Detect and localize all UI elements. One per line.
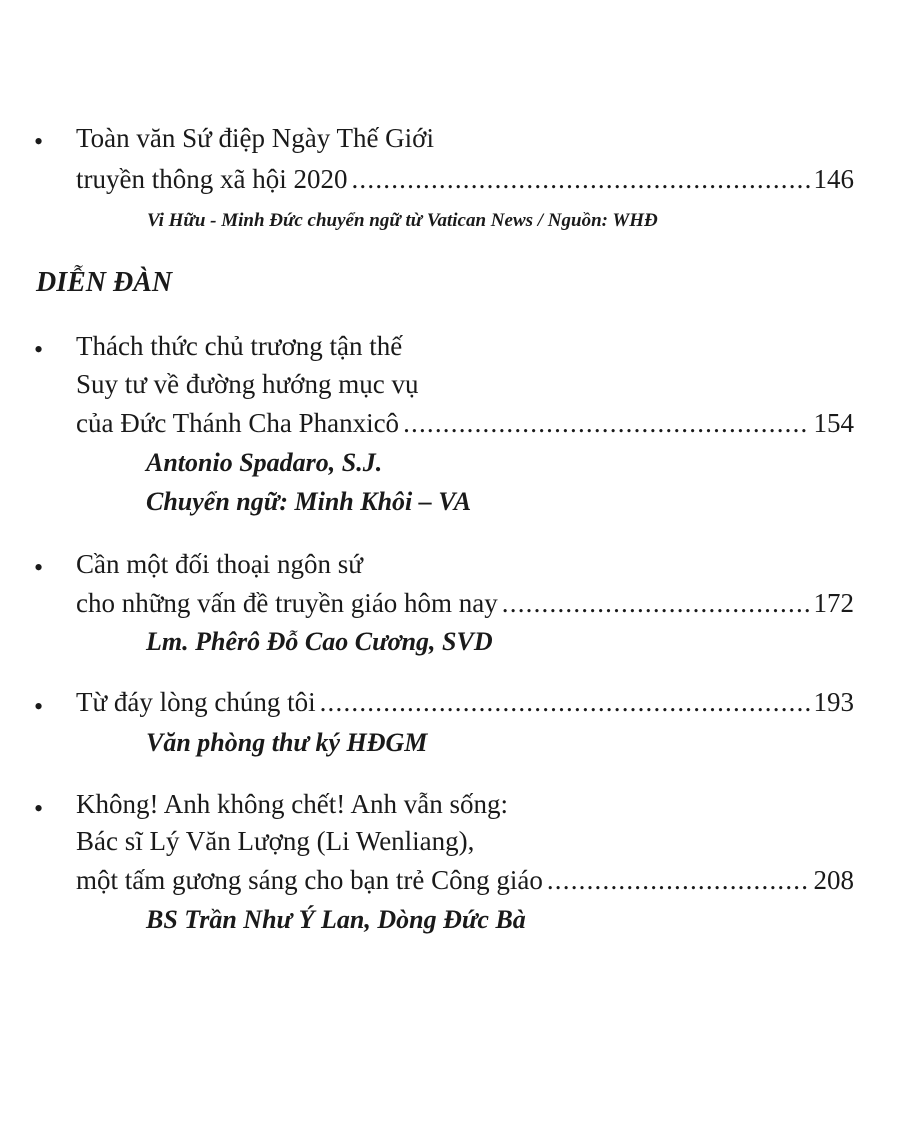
page-number: 154 bbox=[813, 408, 854, 438]
dot-leader bbox=[502, 585, 810, 621]
entry-title-leader-line bbox=[76, 161, 854, 197]
page-number: 193 bbox=[813, 687, 854, 717]
entry-translator: Chuyển ngữ: Minh Khôi – VA bbox=[146, 487, 472, 516]
entry-title-line: của Đức Thánh Cha Phanxicô bbox=[76, 408, 400, 438]
bullet-point: • bbox=[34, 692, 44, 721]
page-number: 172 bbox=[813, 588, 854, 618]
dot-leader bbox=[547, 862, 810, 898]
entry-title-leader-line bbox=[76, 585, 854, 621]
entry-title-line: Từ đáy lòng chúng tôi bbox=[76, 687, 316, 717]
entry-title-leader-line bbox=[76, 684, 854, 720]
entry-title-line: Thách thức chủ trương tận thế bbox=[76, 331, 403, 361]
dot-leader bbox=[320, 684, 810, 720]
entry-title-line: Bác sĩ Lý Văn Lượng (Li Wenliang), bbox=[76, 826, 475, 856]
entry-title-line: một tấm gương sáng cho bạn trẻ Công giáo bbox=[76, 865, 543, 895]
dot-leader bbox=[351, 161, 809, 197]
page-number: 146 bbox=[813, 164, 854, 194]
bullet-point: • bbox=[34, 335, 44, 364]
entry-title-line: truyền thông xã hội 2020 bbox=[76, 164, 348, 194]
entry-author: Lm. Phêrô Đỗ Cao Cương, SVD bbox=[146, 627, 493, 656]
entry-title-line: Cần một đối thoại ngôn sứ bbox=[76, 549, 363, 579]
entry-title-leader-line bbox=[76, 405, 854, 441]
bullet-point: • bbox=[34, 127, 44, 156]
bullet-point: • bbox=[34, 553, 44, 582]
entry-title-line: cho những vấn đề truyền giáo hôm nay bbox=[76, 588, 498, 618]
entry-title-line: Không! Anh không chết! Anh vẫn sống: bbox=[76, 789, 508, 819]
entry-title-line: Suy tư về đường hướng mục vụ bbox=[76, 369, 419, 399]
entry-title-leader-line bbox=[76, 862, 854, 898]
section-heading: DIỄN ĐÀN bbox=[36, 267, 173, 298]
entry-title-line: Toàn văn Sứ điệp Ngày Thế Giới bbox=[76, 123, 434, 153]
bullet-point: • bbox=[34, 794, 44, 823]
entry-credit: Vi Hữu - Minh Đức chuyển ngữ từ Vatican News / Nguồn: WHĐ bbox=[147, 210, 658, 231]
dot-leader bbox=[403, 405, 809, 441]
entry-author: Văn phòng thư ký HĐGM bbox=[146, 728, 428, 757]
entry-author: Antonio Spadaro, S.J. bbox=[146, 448, 383, 477]
entry-author: BS Trần Như Ý Lan, Dòng Đức Bà bbox=[146, 905, 526, 934]
page-number: 208 bbox=[813, 865, 854, 895]
